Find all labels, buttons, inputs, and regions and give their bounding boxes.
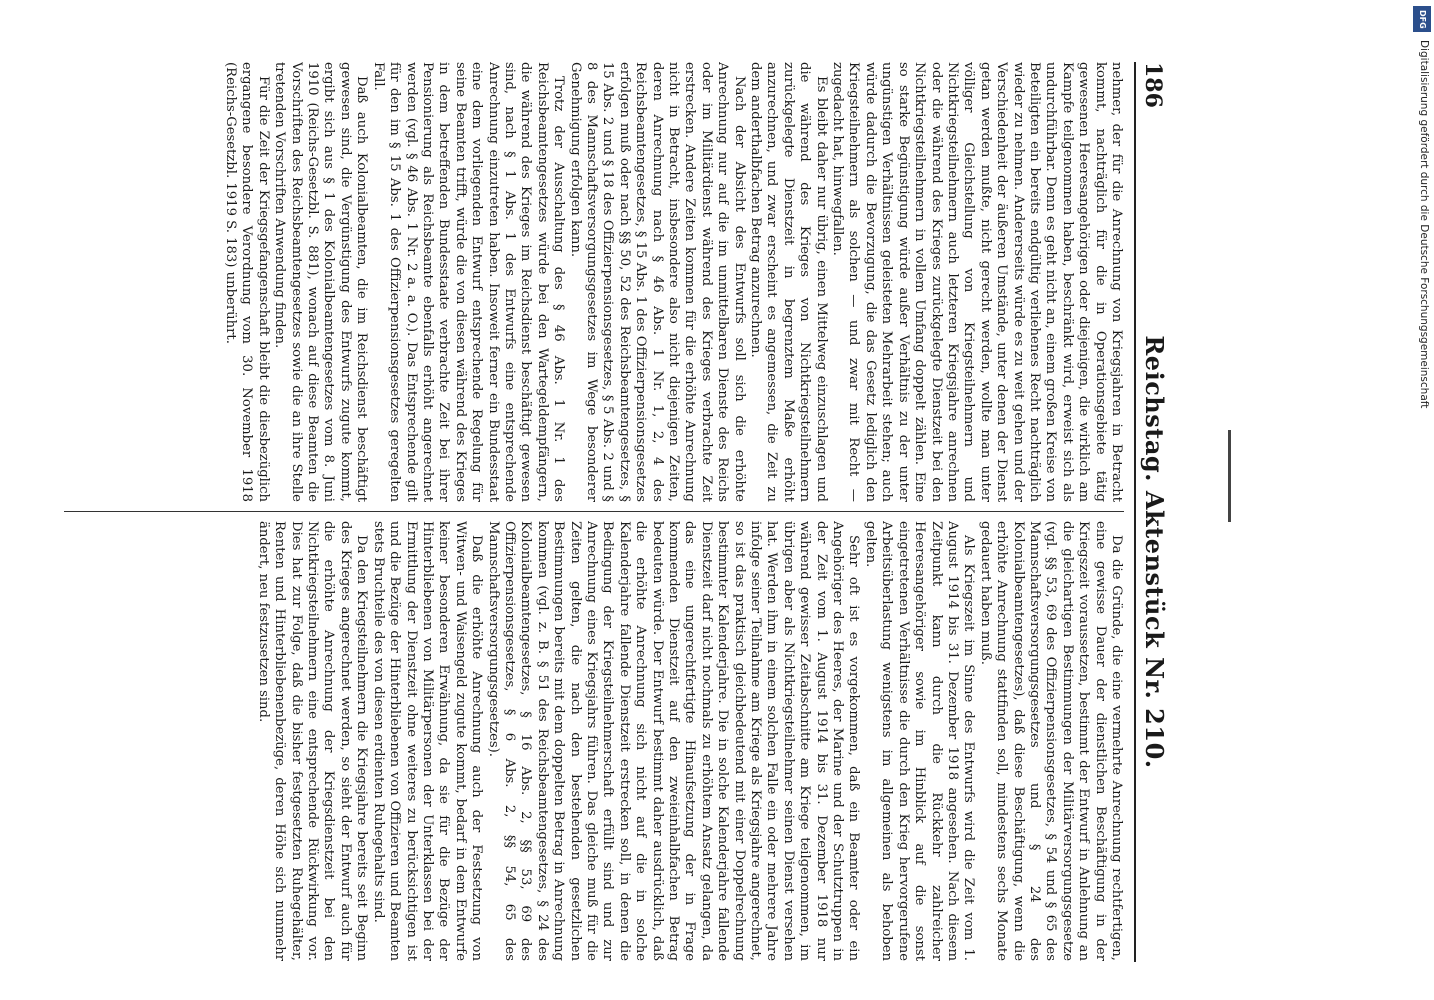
paragraph: Da die Gründe, die eine vermehrte Anrechnung rechtfertigen, eine gewisse Dauer der dienstlichen Beschäftigung in der Kriegszeit voraussetzen, bestimmt der Entwurf in Anlehnung an die gleichartigen Bestimmungen der Militärversorgungsgesetze (vgl. §§ 53, 69 des Offizierpensionsgesetzes, § 54 und § 65 des Mannschaftsversorgungsgesetzes und § 24 des Kolonialbeamtengesetzes), daß diese Beschäftigung, wenn die erhöhte Anrechnung stattfinden soll, mindestens sechs Monate gedauert haben muß. [977,521,1124,961]
document-page [52,62,1200,962]
paragraph: nehmer, der für die Anrechnung von Kriegsjahren in Betracht kommt, nachträglich für die in Operationsgebiete tätig gewesenen Heeresangehörigen oder diejenigen, die wirklich am Kampfe teilgenommen haben, beschränkt wird, erweist sich als undurchführbar. Denn es geht nicht an, einem großen Kreise von Beteiligten ein bereits endgültig verliehenes Recht nachträglich wieder zu nehmen. Andererseits würde es zu weit gehen und der Verschiedenheit der äußeren Umstände, unter denen der Dienst getan werden mußte, nicht gerecht werden, wollte man unter völliger Gleichstellung von Kriegsteilnehmern und Nichtkriegsteilnehmern auch letzteren Kriegsjahre anrechnen oder die während des Krieges zurückgelegte Dienstzeit bei den Nichtkriegsteilnehmern in vollem Umfang doppelt zählen. Eine so starke Begünstigung würde außer Verhältnis zu der unter ungünstigen Verhältnissen geleisteten Mehrarbeit stehen; auch würde dadurch die Bevorzugung, die das Gesetz lediglich den Kriegsteilnehmern als solchen — und zwar mit Recht — zugedacht hat, hinwegfallen. [830,62,1124,502]
paragraph: Nach der Absicht des Entwurfs soll sich die erhöhte Anrechnung nur auf die im unmittelbaren Dienste des Reichs oder im Militärdienst während des Krieges verbrachte Zeit erstrecken. Andere Zeiten kommen für die erhöhte Anrechnung nicht in Betracht, insbesondere also nicht diejenigen Zeiten, deren Anrechnung nach § 46 Abs. 1 Nr. 1, 2, 4 des Reichsbeamtengesetzes, § 15 Abs. 1 des Offizierpensionsgesetzes erfolgen muß oder nach §§ 50, 52 des Reichsbeamtengesetzes, § 15 Abs. 2 und § 18 des Offizierpensionsgesetzes, § 5 Abs. 2 und § 8 des Mannschaftsversorgungsgesetzes im Wege besonderer Genehmigung erfolgen kann. [567,62,747,502]
text-columns [64,62,1124,962]
paragraph: Sehr oft ist es vorgekommen, daß ein Beamter oder ein Angehöriger des Heeres, der Marine und der Schutztruppen in der Zeit vom 1. August 1914 bis 31. Dezember 1918 nur während gewisser Zeitabschnitte am Kriege teilgenommen, im übrigen aber als Nichtkriegsteilnehmer seinen Dienst versehen hat. Werden ihm in einem solchen Falle ein oder mehrere Jahre infolge seiner Teilnahme am Kriege als Kriegsjahre angerechnet, so ist das praktisch gleichbedeutend mit einer Doppelrechnung bestimmter Kalenderjahre. Die in solche Kalenderjahre fallende Dienstzeit darf nicht nochmals zu erhöhtem Ansatz gelangen, da das eine ungerechtfertigte Hinaufsetzung der in Frage kommenden Dienstzeit auf den zweieinhalbfachen Betrag bedeuten würde. Der Entwurf bestimmt daher ausdrücklich, daß die erhöhte Anrechnung sich nicht auf die in solche Kalenderjahre fallende Dienstzeit erstrecken soll, in denen die Bedingung der Kriegsteilnehmerschaft erfüllt sind und zur Anrechnung eines Kriegsjahrs führen. Das gleiche muß für die Zeiten gelten, die nach den bestehenden gesetzlichen Bestimmungen bereits mit dem doppelten Betrag in Anrechnung kommen (vgl. z. B. § 51 des Reichsbeamtengesetzes, § 24 des Kolonialbeamtengesetzes, § 16 Abs. 2, §§ 53, 69 des Offizierpensionsgesetzes, § 6 Abs. 2, §§ 54, 65 des Mannschaftsversorgungsgesetzes). [485,521,862,961]
page-header [1140,62,1200,962]
right-column [64,521,1124,961]
paragraph: Daß die erhöhte Anrechnung auch der Festsetzung von Witwen- und Waisengeld zugute kommt, bedarf in dem Entwurfe keiner besonderen Erwähnung, da sie für die Bezüge der Hinterbliebenen von Militärpersonen der Unterklassen bei der Ermittlung der Dienstzeit ohne weiteres zu berücksichtigen ist und die Bezüge der Hinterbliebenen von Offizieren und Beamten stets Bruchteile des von diesen erdienten Ruhegehalts sind. [370,521,485,961]
column-divider [64,511,1124,512]
digitization-note [1412,6,1434,706]
paragraph: Als Kriegszeit im Sinne des Entwurfs wird die Zeit vom 1. August 1914 bis 31. Dezember 1918 angesehen. Nach diesem Zeitpunkt kann durch die Rückkehr zahlreicher Heeresangehöriger sowie im Hinblick auf die sonst eingetretenen Verhältnisse die durch den Krieg hervorgerufene Arbeitsüberlastung wenigstens im allgemeinen als behoben gelten. [862,521,977,961]
running-title: Reichstag. Aktenstück Nr. 210. [1140,335,1169,769]
paragraph: Daß auch Kolonialbeamten, die im Reichsdienst beschäftigt gewesen sind, die Vergünstigung des Entwurfs zugute kommt, ergibt sich aus § 1 des Kolonialbeamtengesetzes vom 8. Juni 1910 (Reichs-Gesetzbl. S. 881), wonach auf diese Beamten die Vorschriften des Reichsbeamtengesetzes sowie die an ihre Stelle tretenden Vorschriften Anwendung finden. [272,62,370,502]
paragraph: Trotz der Ausschaltung des § 46 Abs. 1 Nr. 1 des Reichsbeamtengesetzes würde bei den Wartegeldempfängern, die während des Krieges im Reichsdienst beschäftigt gewesen sind, nach § 1 Abs. 1 des Entwurfs eine entsprechende Anrechnung einzutreten haben. Insoweit ferner ein Bundesstaat eine dem vorliegenden Entwurf entsprechende Regelung für seine Beamten trifft, würde die von diesen während des Krieges in dem betreffenden Bundesstaate verbrachte Zeit bei ihrer Pensionierung als Reichsbeamte ebenfalls erhöht angerechnet werden (vgl. § 46 Abs. 1 Nr. 2 a. a. O.). Das Entsprechende gilt für den im § 15 Abs. 1 des Offizierpensionsgesetzes geregelten Fall. [370,62,567,502]
margin-rule [1228,430,1231,522]
digitization-credit: Digitalisierung gefördert durch die Deutsche Forschungsgemeinschaft [1418,40,1430,409]
page-number: 186 [1140,62,1166,108]
paragraph: Für die Zeit der Kriegsgefangenschaft bleibt die diesbezüglich ergangene besondere Verordnung vom 30. November 1918 (Reichs-Gesetzbl. 1919 S. 183) unberührt. [223,62,271,502]
dfg-logo: DFG [1413,6,1431,32]
paragraph: Da den Kriegsteilnehmern die Kriegsjahre bereits seit Beginn des Krieges angerechnet werden, so sieht der Entwurf auch für die erhöhte Anrechnung der Kriegsdienstzeit bei den Nichtkriegsteilnehmern eine entsprechende Rückwirkung vor. Dies hat zur Folge, daß die bisher festgesetzten Ruhegehälter, Renten und Hinterbliebenenbezüge, deren Höhe sich nunmehr ändert, neu festzusetzen sind. [255,521,370,961]
left-column [64,62,1124,502]
paragraph: Es bleibt daher nur übrig, einen Mittelweg einzuschlagen und die während des Krieges von Nichtkriegsteilnehmern zurückgelegte Dienstzeit in begrenztem Maße erhöht anzurechnen, und zwar erscheint es angemessen, die Zeit zu dem anderthalbfachen Betrag anzurechnen. [748,62,829,502]
header-rule [1134,62,1136,962]
